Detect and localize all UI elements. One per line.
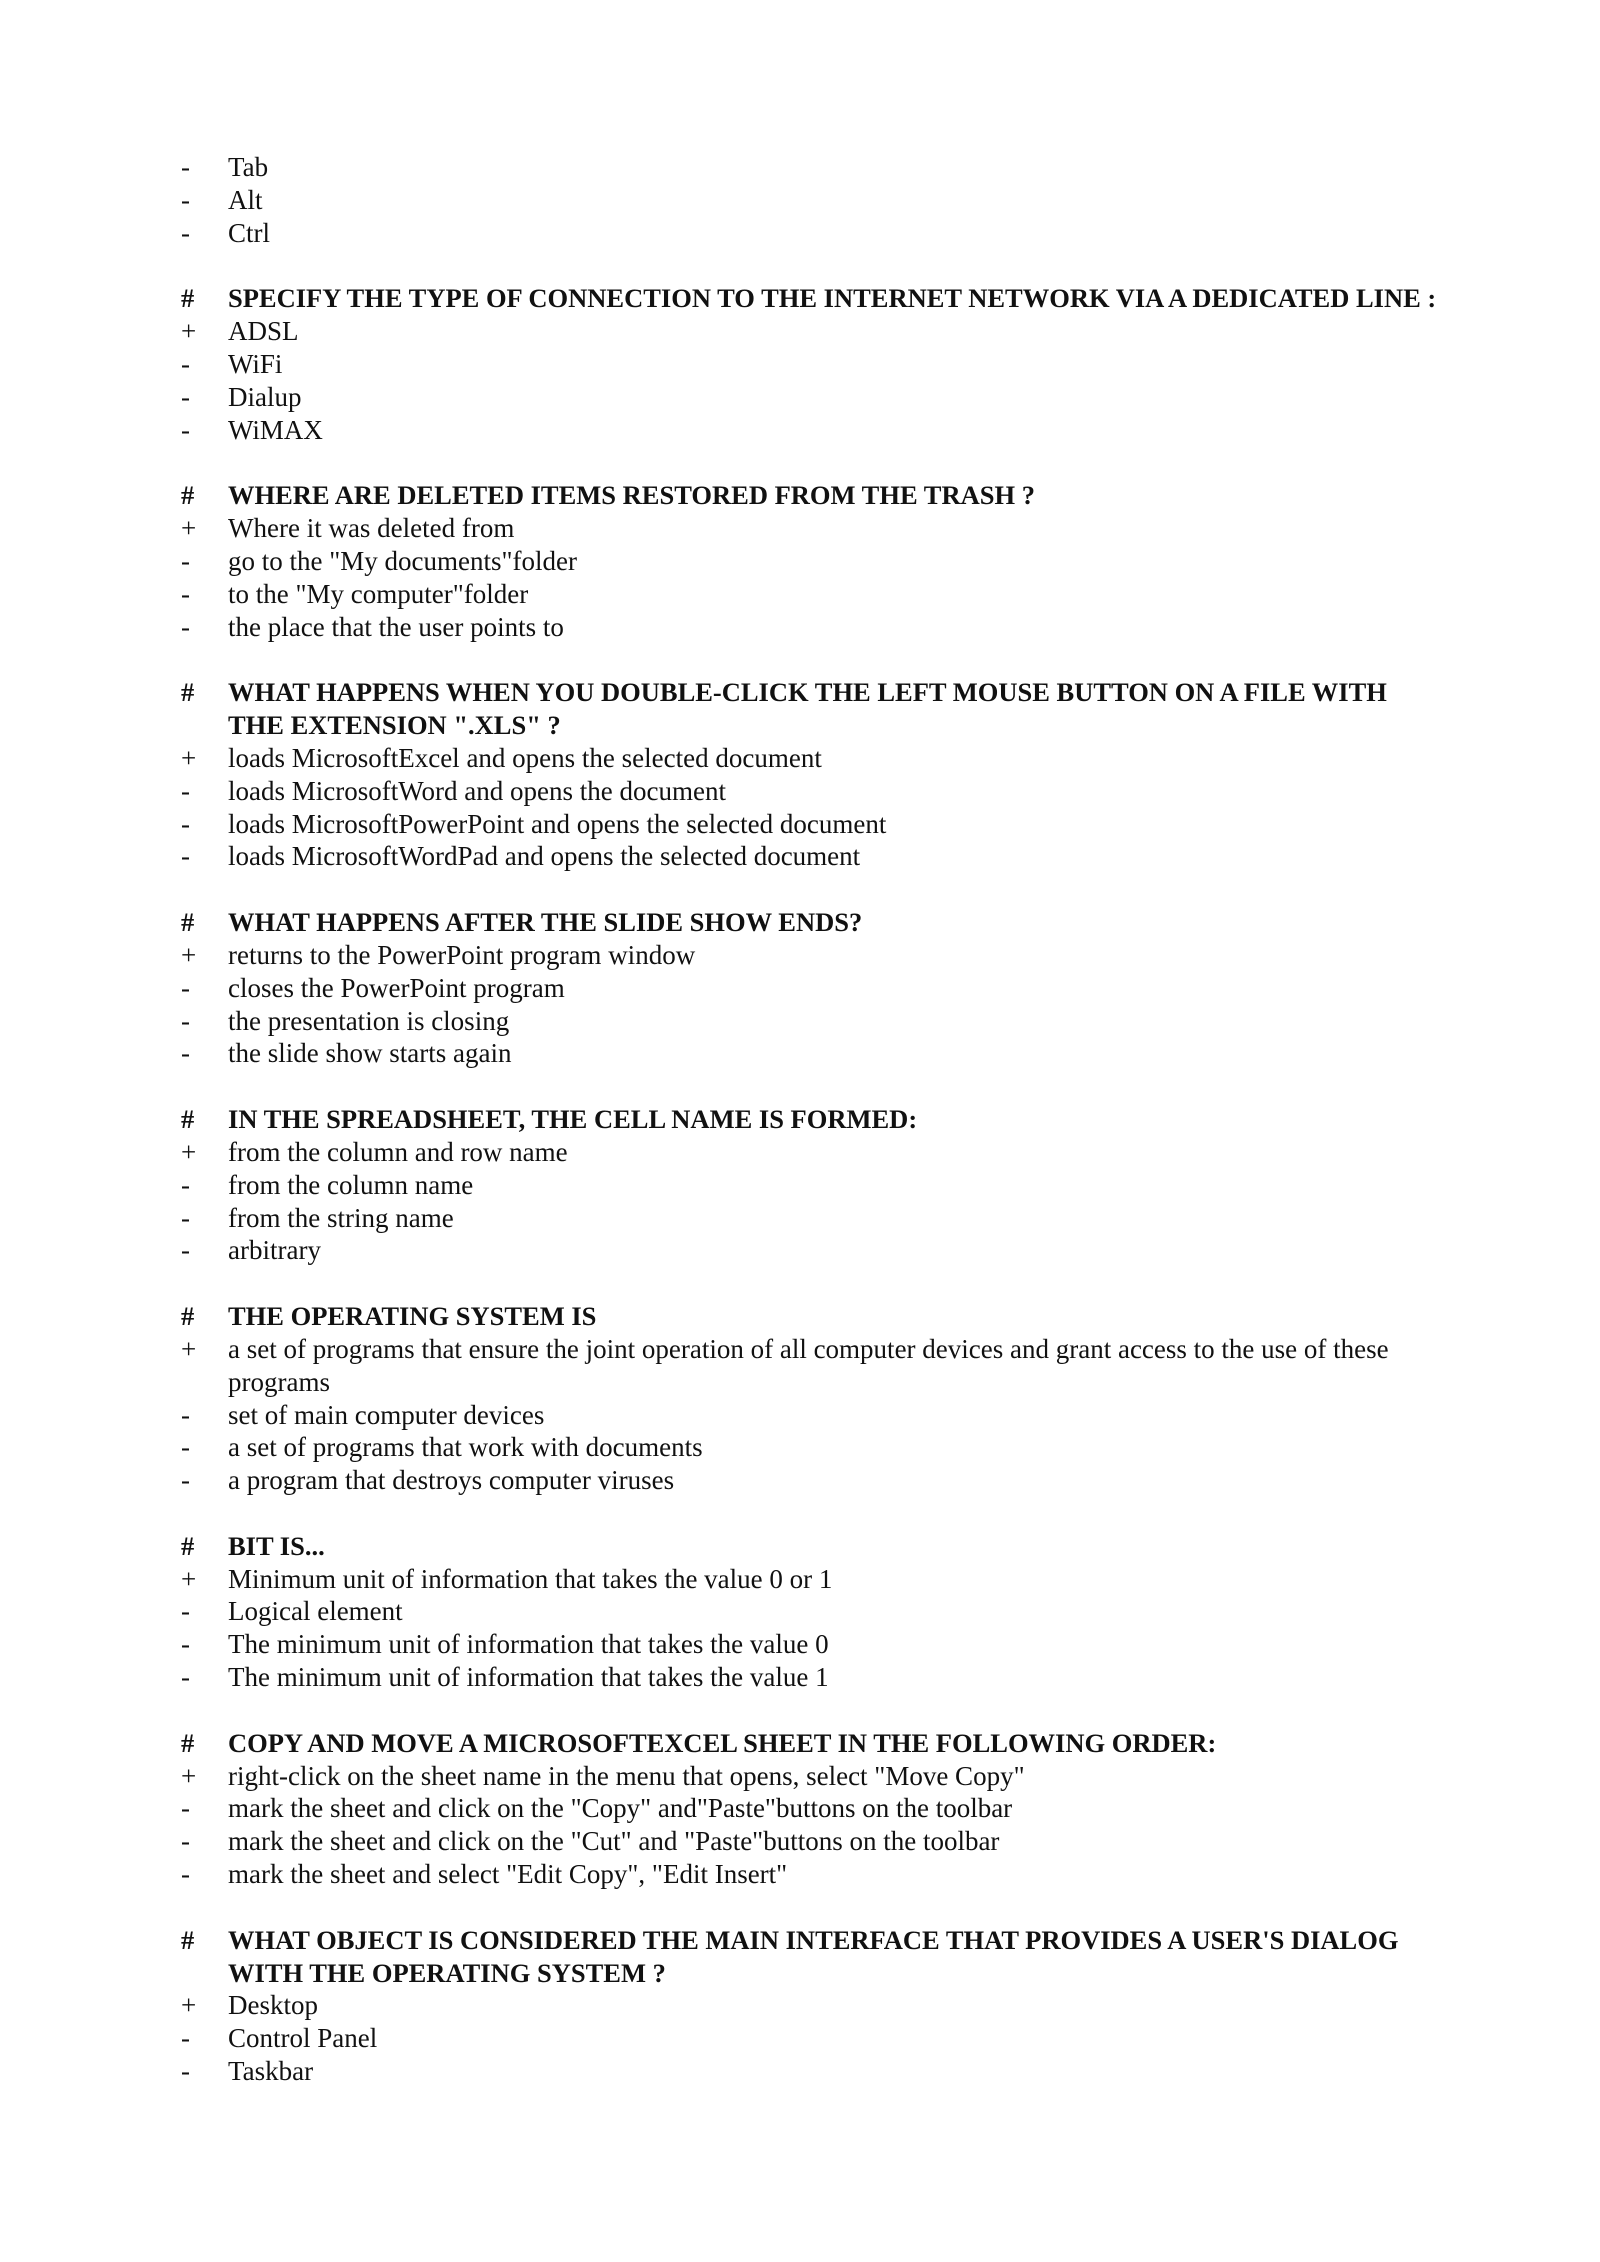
question-text: WHERE ARE DELETED ITEMS RESTORED FROM THE TRASH ?	[228, 480, 1035, 511]
answer-option	[180, 315, 1440, 348]
wrong-answer-marker: -	[181, 381, 190, 412]
answer-option	[180, 840, 1440, 873]
answer-text: The minimum unit of information that takes the value 1	[228, 1662, 829, 1693]
question-text: WHAT OBJECT IS CONSIDERED THE MAIN INTERFACE THAT PROVIDES A USER'S DIALOG WITH THE OPERATING SYSTEM ?	[228, 1924, 1399, 1988]
answer-text: Dialup	[228, 381, 302, 412]
question-marker: #	[181, 907, 195, 938]
answer-option	[180, 1005, 1440, 1038]
answer-option	[180, 775, 1440, 808]
question-marker: #	[181, 283, 195, 314]
question-block	[180, 1530, 1440, 1694]
question-row	[180, 1300, 1440, 1333]
question-block	[180, 282, 1440, 446]
wrong-answer-marker: -	[181, 972, 190, 1003]
wrong-answer-marker: -	[181, 1629, 190, 1660]
question-marker: #	[181, 1727, 195, 1758]
wrong-answer-marker: -	[181, 1038, 190, 1069]
question-text: WHAT HAPPENS WHEN YOU DOUBLE-CLICK THE LEFT MOUSE BUTTON ON A FILE WITH THE EXTENSION ".XLS" ?	[228, 677, 1387, 741]
answer-text: to the "My computer"folder	[228, 578, 529, 609]
wrong-answer-marker: -	[181, 217, 190, 248]
wrong-answer-marker: -	[181, 1235, 190, 1266]
answer-option	[180, 808, 1440, 841]
answer-text: the slide show starts again	[228, 1038, 512, 1069]
answer-option	[180, 1628, 1440, 1661]
question-row	[180, 906, 1440, 939]
question-text: WHAT HAPPENS AFTER THE SLIDE SHOW ENDS?	[228, 907, 863, 938]
answer-text: a program that destroys computer viruses	[228, 1465, 675, 1496]
answer-text: WiFi	[228, 348, 283, 379]
answer-option	[180, 1661, 1440, 1694]
wrong-answer-marker: -	[181, 184, 190, 215]
question-block	[180, 1727, 1440, 1891]
question-text: IN THE SPREADSHEET, THE CELL NAME IS FORMED:	[228, 1104, 918, 1135]
answer-text: closes the PowerPoint program	[228, 972, 565, 1003]
answer-option	[180, 545, 1440, 578]
question-marker: #	[181, 1301, 195, 1332]
answer-option	[180, 1169, 1440, 1202]
wrong-answer-marker: -	[181, 414, 190, 445]
question-block	[180, 479, 1440, 643]
answer-text: loads MicrosoftWordPad and opens the selected document	[228, 841, 861, 872]
question-text: BIT IS...	[228, 1530, 325, 1561]
question-block	[180, 151, 1440, 249]
question-block	[180, 676, 1440, 873]
answer-option	[180, 1989, 1440, 2022]
answer-text: Tab	[228, 152, 269, 182]
answer-text: WiMAX	[228, 414, 323, 445]
answer-text: loads MicrosoftPowerPoint and opens the selected document	[228, 808, 887, 839]
answer-text: mark the sheet and select "Edit Copy", "Edit Insert"	[228, 1859, 788, 1890]
wrong-answer-marker: -	[181, 1662, 190, 1693]
wrong-answer-marker: -	[181, 775, 190, 806]
question-text: THE OPERATING SYSTEM IS	[228, 1301, 597, 1332]
correct-answer-marker: +	[181, 1563, 197, 1594]
answer-text: The minimum unit of information that takes the value 0	[228, 1629, 829, 1660]
wrong-answer-marker: -	[181, 1202, 190, 1233]
answer-text: set of main computer devices	[228, 1399, 545, 1430]
question-marker: #	[181, 480, 195, 511]
answer-text: loads MicrosoftWord and opens the document	[228, 775, 726, 806]
answer-option	[180, 1202, 1440, 1235]
answer-text: Minimum unit of information that takes the value 0 or 1	[228, 1563, 833, 1594]
question-block	[180, 906, 1440, 1070]
answer-option	[180, 184, 1440, 217]
wrong-answer-marker: -	[181, 1432, 190, 1463]
answer-text: a set of programs that ensure the joint operation of all computer devices and grant access to the use of these programs	[228, 1333, 1389, 1397]
wrong-answer-marker: -	[181, 2056, 190, 2087]
wrong-answer-marker: -	[181, 2023, 190, 2054]
correct-answer-marker: +	[181, 316, 197, 347]
answer-text: Desktop	[228, 1990, 318, 2021]
question-block	[180, 1924, 1440, 2088]
answer-option	[180, 742, 1440, 775]
answer-text: Ctrl	[228, 217, 271, 248]
question-text: COPY AND MOVE A MICROSOFTEXCEL SHEET IN THE FOLLOWING ORDER:	[228, 1727, 1217, 1758]
wrong-answer-marker: -	[181, 1793, 190, 1824]
answer-option	[180, 611, 1440, 644]
answer-text: Taskbar	[228, 2056, 314, 2087]
wrong-answer-marker: -	[181, 1399, 190, 1430]
wrong-answer-marker: -	[181, 1596, 190, 1627]
correct-answer-marker: +	[181, 513, 197, 544]
wrong-answer-marker: -	[181, 152, 190, 182]
question-row	[180, 282, 1440, 315]
question-marker: #	[181, 1104, 195, 1135]
answer-text: the presentation is closing	[228, 1005, 510, 1036]
answer-option	[180, 1234, 1440, 1267]
wrong-answer-marker: -	[181, 1465, 190, 1496]
answer-option	[180, 1037, 1440, 1070]
wrong-answer-marker: -	[181, 578, 190, 609]
answer-text: Control Panel	[228, 2023, 378, 2054]
correct-answer-marker: +	[181, 742, 197, 773]
answer-option	[180, 1399, 1440, 1432]
answer-text: Alt	[228, 184, 263, 215]
wrong-answer-marker: -	[181, 1859, 190, 1890]
answer-option	[180, 381, 1440, 414]
question-row	[180, 676, 1440, 742]
answer-text: go to the "My documents"folder	[228, 545, 577, 576]
answer-option	[180, 1825, 1440, 1858]
answer-option	[180, 1563, 1440, 1596]
question-marker: #	[181, 677, 195, 708]
correct-answer-marker: +	[181, 939, 197, 970]
answer-text: mark the sheet and click on the "Copy" and"Paste"buttons on the toolbar	[228, 1793, 1013, 1824]
correct-answer-marker: +	[181, 1990, 197, 2021]
correct-answer-marker: +	[181, 1136, 197, 1167]
answer-text: from the column name	[228, 1169, 474, 1200]
answer-text: right-click on the sheet name in the menu that opens, select "Move Copy"	[228, 1760, 1025, 1791]
answer-option	[180, 414, 1440, 447]
wrong-answer-marker: -	[181, 841, 190, 872]
answer-text: Where it was deleted from	[228, 513, 515, 544]
wrong-answer-marker: -	[181, 348, 190, 379]
answer-text: Logical element	[228, 1596, 403, 1627]
answer-text: loads MicrosoftExcel and opens the selected document	[228, 742, 822, 773]
answer-text: a set of programs that work with documents	[228, 1432, 703, 1463]
answer-option	[180, 1431, 1440, 1464]
answer-option	[180, 1333, 1440, 1399]
answer-option	[180, 939, 1440, 972]
wrong-answer-marker: -	[181, 1169, 190, 1200]
question-row	[180, 1727, 1440, 1760]
question-block	[180, 1300, 1440, 1497]
wrong-answer-marker: -	[181, 545, 190, 576]
answer-text: returns to the PowerPoint program window	[228, 939, 696, 970]
wrong-answer-marker: -	[181, 611, 190, 642]
correct-answer-marker: +	[181, 1333, 197, 1364]
wrong-answer-marker: -	[181, 1005, 190, 1036]
answer-option	[180, 217, 1440, 250]
answer-option	[180, 1136, 1440, 1169]
answer-text: from the string name	[228, 1202, 454, 1233]
question-row	[180, 1924, 1440, 1990]
question-marker: #	[181, 1530, 195, 1561]
question-row	[180, 1530, 1440, 1563]
answer-text: from the column and row name	[228, 1136, 568, 1167]
answer-option	[180, 151, 1440, 184]
answer-option	[180, 2022, 1440, 2055]
answer-option	[180, 2055, 1440, 2088]
question-marker: #	[181, 1924, 195, 1955]
answer-text: the place that the user points to	[228, 611, 564, 642]
answer-option	[180, 1595, 1440, 1628]
answer-option	[180, 1858, 1440, 1891]
answer-text: arbitrary	[228, 1235, 321, 1266]
answer-option	[180, 972, 1440, 1005]
answer-text: ADSL	[228, 316, 299, 347]
answer-option	[180, 512, 1440, 545]
answer-option	[180, 578, 1440, 611]
wrong-answer-marker: -	[181, 1826, 190, 1857]
answer-option	[180, 348, 1440, 381]
question-row	[180, 1103, 1440, 1136]
answer-text: mark the sheet and click on the "Cut" and "Paste"buttons on the toolbar	[228, 1826, 1000, 1857]
wrong-answer-marker: -	[181, 808, 190, 839]
answer-option	[180, 1760, 1440, 1793]
question-row	[180, 479, 1440, 512]
correct-answer-marker: +	[181, 1760, 197, 1791]
question-text: SPECIFY THE TYPE OF CONNECTION TO THE INTERNET NETWORK VIA A DEDICATED LINE :	[228, 283, 1437, 314]
question-block	[180, 1103, 1440, 1267]
document-page	[180, 151, 1440, 2121]
answer-option	[180, 1792, 1440, 1825]
answer-option	[180, 1464, 1440, 1497]
